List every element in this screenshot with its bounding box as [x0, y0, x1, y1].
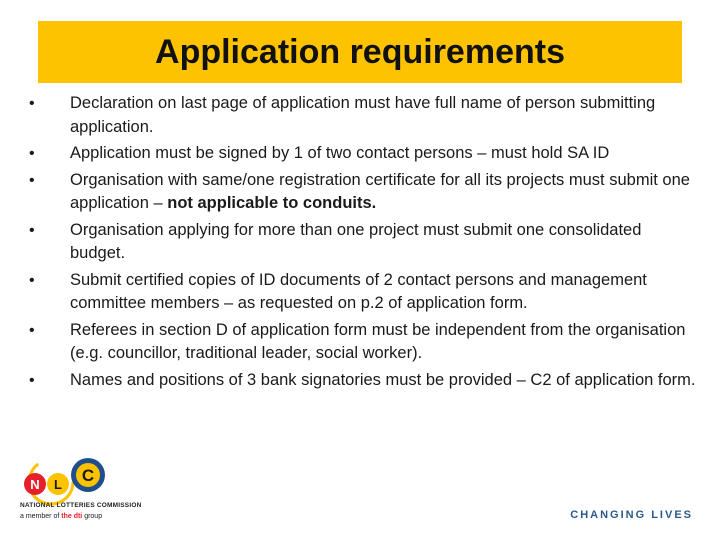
logo-sub-prefix: a member of	[20, 513, 62, 520]
logo-letter-l: L	[54, 477, 62, 492]
list-item-text: Submit certified copies of ID documents of 2 contact persons and management committee members – as requested on p.2 of application form.	[70, 270, 647, 312]
bullet-dot-icon: •	[29, 271, 35, 289]
list-item	[27, 219, 697, 266]
list-item	[27, 142, 697, 166]
bullet-dot-icon: •	[29, 221, 35, 239]
requirements-list	[27, 92, 697, 395]
logo-letter-n: N	[30, 477, 40, 492]
list-item	[27, 319, 697, 366]
bullet-dot-icon: •	[29, 321, 35, 339]
logo-letter-c: C	[81, 466, 95, 485]
footer-tagline: CHANGING LIVES	[570, 509, 693, 521]
logo-sub-highlight: the dti	[61, 513, 83, 520]
logo-subtitle	[20, 513, 102, 520]
logo-name: NATIONAL LOTTERIES COMMISSION	[20, 502, 142, 509]
list-item-text: Referees in section D of application form must be independent from the organisation (e.g. councillor, traditional leader, social worker).	[70, 320, 686, 362]
list-item	[27, 269, 697, 316]
list-item	[27, 169, 697, 216]
title-bar	[38, 21, 682, 83]
list-item-text: Declaration on last page of application must have full name of person submitting application.	[70, 94, 656, 136]
list-item-text: Names and positions of 3 bank signatories must be provided – C2 of application form.	[70, 370, 696, 389]
list-item-text: Organisation applying for more than one project must submit one consolidated budget.	[70, 220, 642, 262]
bullet-dot-icon: •	[29, 171, 35, 189]
list-item-text: Organisation with same/one registration certificate for all its projects must submit one application –	[70, 170, 690, 212]
list-item	[27, 92, 697, 139]
list-item-emphasis: not applicable to conduits.	[167, 194, 377, 212]
bullet-dot-icon: •	[29, 145, 35, 162]
slide-title: Application requirements	[155, 32, 565, 71]
bullet-dot-icon: •	[29, 95, 35, 112]
list-item-text: Application must be signed by 1 of two contact persons – must hold SA ID	[70, 144, 610, 162]
list-item	[27, 369, 697, 393]
logo-sub-suffix: group	[82, 513, 103, 520]
bullet-dot-icon: •	[29, 371, 35, 389]
